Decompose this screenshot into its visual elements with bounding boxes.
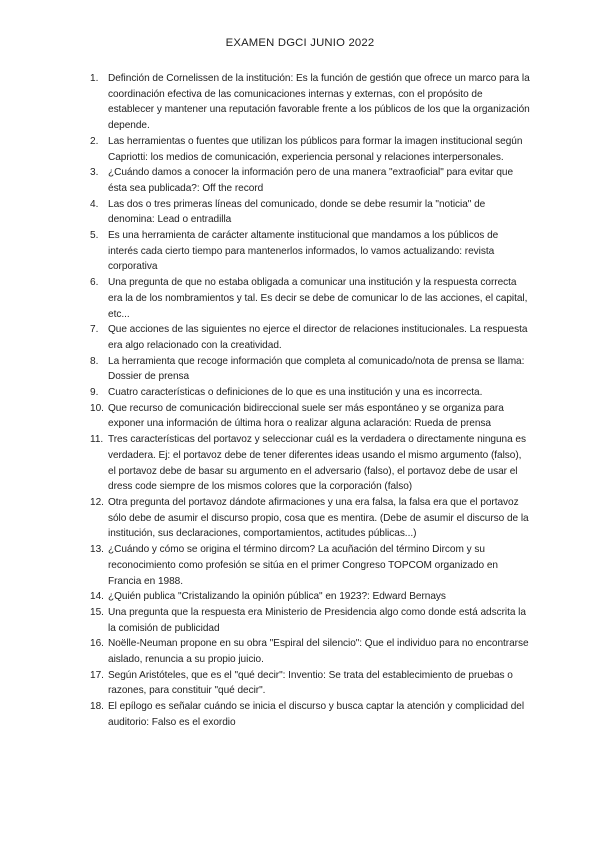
item-text: Que acciones de las siguientes no ejerce el director de relaciones institucionales. La respuesta era algo relacionado con la creatividad. [108, 324, 528, 351]
list-item [90, 322, 530, 353]
item-text: Definción de Cornelissen de la institución: Es la función de gestión que ofrece un marco para la coordinación efectiva de las comunicaciones internas y externas, con el propósito de establecer y mantener una reputación favorable frente a los públicos de los que la organización depende. [108, 73, 530, 132]
list-item [90, 432, 530, 495]
item-number: 12. [90, 496, 104, 508]
item-text: Otra pregunta del portavoz dándote afirmaciones y una era falsa, la falsa era que el portavoz sólo debe de asumir el discurso propio, cosa que es mentira. (Debe de asumir el discurso de la institución, sus declaraciones, comportamientos, actitudes públicas...) [108, 496, 529, 540]
list-item [90, 385, 530, 401]
list-item [90, 636, 530, 667]
list-item [90, 699, 530, 730]
item-number: 13. [90, 544, 104, 556]
list-item [90, 589, 530, 605]
item-text: Es una herramienta de carácter altamente institucional que mandamos a los públicos de interés cada cierto tiempo para mantenerlos informados, lo vamos actualizando: revista corporativa [108, 230, 499, 273]
item-number: 15. [90, 606, 104, 618]
item-text: Noëlle-Neuman propone en su obra "Espiral del silencio": Que el individuo para no encontrarse aislado, renuncia a su propio juicio. [108, 638, 529, 666]
item-number: 6. [90, 277, 99, 289]
item-number: 2. [90, 135, 99, 147]
item-number: 17. [90, 669, 104, 681]
list-item [90, 228, 530, 275]
item-text: Que recurso de comunicación bidireccional suele ser más espontáneo y se organiza para exponer una información de última hora o realizar alguna aclaración: Rueda de prensa [108, 402, 504, 430]
item-number: 1. [90, 73, 99, 84]
item-text: Cuatro características o definiciones de lo que es una institución y una es incorrecta. [108, 387, 483, 399]
item-number: 8. [90, 355, 99, 367]
list-item [90, 668, 530, 699]
item-text: ¿Cuándo damos a conocer la información pero de una manera "extraoficial" para evitar que ésta sea publicada?: Off the record [108, 167, 514, 194]
item-text: Las herramientas o fuentes que utilizan los públicos para formar la imagen institucional según Capriotti: los medios de comunicación, experiencia personal y relaciones interpersonales. [108, 135, 523, 163]
item-number: 4. [90, 198, 99, 210]
list-item [90, 354, 530, 385]
item-number: 7. [90, 324, 99, 336]
list-item [90, 275, 530, 322]
list-item [90, 605, 530, 636]
item-number: 9. [90, 387, 99, 399]
list-item [90, 495, 530, 542]
item-number: 5. [90, 230, 99, 242]
item-text: Tres características del portavoz y seleccionar cuál es la verdadera o directamente ninguna es verdadera. Ej: el portavoz debe de tener diferentes ideas usando el mismo argumento (falso), el portavoz debe de basar su argumento en el adversario (falso), el portavoz debe de usar el dress code siempre de los mismos colores que la corporación (falso) [108, 434, 526, 493]
item-text: ¿Quién publica "Cristalizando la opinión pública" en 1923?: Edward Bernays [108, 591, 446, 603]
item-text: La herramienta que recoge información que completa al comunicado/nota de prensa se llama: Dossier de prensa [108, 355, 525, 383]
list-item [90, 197, 530, 228]
item-number: 10. [90, 402, 104, 414]
list-item [90, 71, 530, 134]
item-text: Según Aristóteles, que es el "qué decir": Inventio: Se trata del establecimiento de pruebas o razones, para constituir "qué decir". [108, 669, 513, 697]
item-text: Una pregunta que la respuesta era Ministerio de Presidencia algo como donde está adscrita la la comisión de publicidad [108, 606, 526, 634]
item-number: 16. [90, 638, 104, 650]
item-number: 18. [90, 701, 104, 713]
item-number: 14. [90, 591, 104, 603]
item-number: 3. [90, 167, 99, 179]
list-item [90, 401, 530, 432]
question-list [90, 71, 530, 731]
item-text: Las dos o tres primeras líneas del comunicado, donde se debe resumir la "noticia" de denomina: Lead o entradilla [108, 198, 486, 226]
list-item [90, 165, 530, 196]
list-item [90, 542, 530, 589]
item-number: 11. [90, 434, 104, 446]
list-item [90, 134, 530, 165]
item-text: ¿Cuándo y cómo se origina el término dircom? La acuñación del término Dircom y su reconocimiento como profesión se sitúa en el primer Congreso TOPCOM organizado en Francia en 1988. [108, 544, 498, 587]
item-text: Una pregunta de que no estaba obligada a comunicar una institución y la respuesta correcta era la de los nombramientos y tal. Es decir se debe de comunicar lo de las acciones, el capital, etc... [108, 277, 528, 320]
item-text: El epílogo es señalar cuándo se inicia el discurso y busca captar la atención y complicidad del auditorio: Falso es el exordio [108, 701, 525, 728]
page-title: EXAMEN DGCI JUNIO 2022 [225, 37, 375, 49]
